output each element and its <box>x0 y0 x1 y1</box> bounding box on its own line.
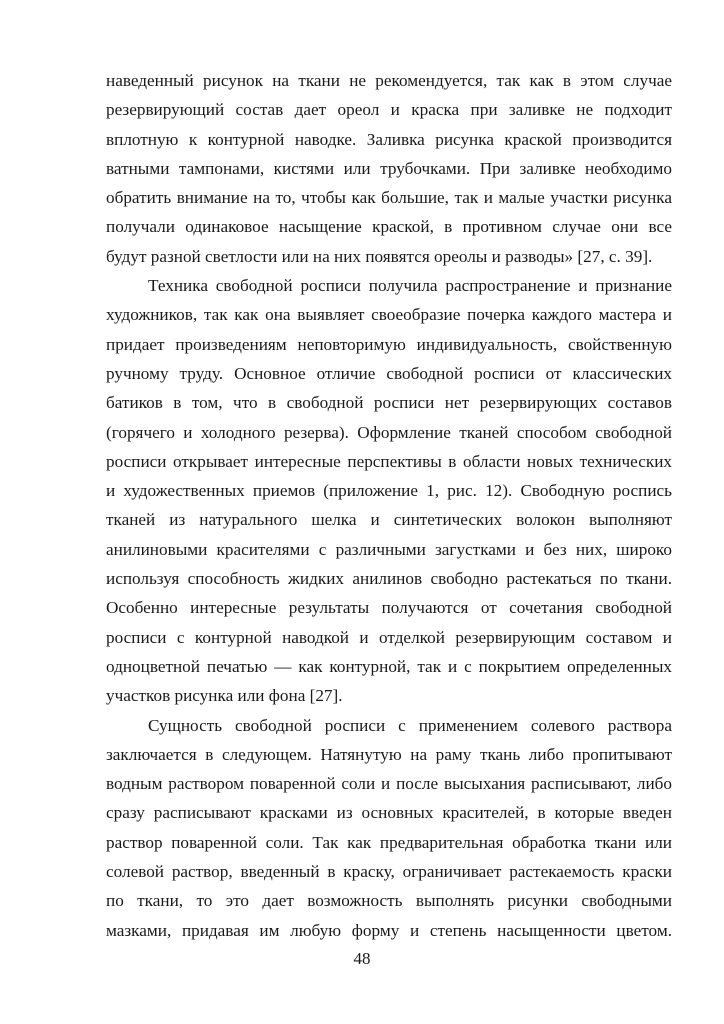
text-line: водным раствором поваренной соли и после высыхания расписывают, либо <box>106 774 672 794</box>
text-line: будут разной светлости или на них появятся ореолы и разводы» [27, с. 39]. <box>106 246 653 266</box>
text-line: росписи открывает интересные перспективы в области новых технических <box>106 451 672 471</box>
paragraph <box>106 711 672 945</box>
text-line: батиков в том, что в свободной росписи нет резервирующих составов <box>106 393 672 413</box>
text-line: получали одинаковое насыщение краской, в противном случае они все <box>106 217 672 237</box>
text-line: вплотную к контурной наводке. Заливка рисунка краской производится <box>106 129 672 149</box>
text-line: мазками, придавая им любую форму и степень насыщенности цветом. <box>106 920 672 940</box>
text-line: сразу расписывают красками из основных красителей, в которые введен <box>106 803 672 823</box>
body-text <box>106 66 672 945</box>
text-line: по ткани, то это дает возможность выполнять рисунки свободными <box>106 891 672 911</box>
text-line: используя способность жидких анилинов свободно растекаться по ткани. <box>106 569 672 589</box>
text-line: придает произведениям неповторимую индивидуальность, свойственную <box>106 334 672 354</box>
paragraph <box>106 271 672 710</box>
text-line: Сущность свободной росписи с применением солевого раствора <box>148 715 672 735</box>
text-line: одноцветной печатью — как контурной, так и с покрытием определенных <box>106 656 672 676</box>
text-line: тканей из натурального шелка и синтетических волокон выполняют <box>106 510 672 530</box>
text-line: росписи с контурной наводкой и отделкой резервирующим составом и <box>106 627 672 647</box>
text-line: художников, так как она выявляет своеобразие почерка каждого мастера и <box>106 305 672 325</box>
text-line: обратить внимание на то, чтобы как большие, так и малые участки рисунка <box>106 188 672 208</box>
paragraph <box>106 66 672 271</box>
page-number: 48 <box>353 949 371 968</box>
text-line: солевой раствор, введенный в краску, ограничивает растекаемость краски <box>106 862 672 882</box>
text-line: анилиновыми красителями с различными загустками и без них, широко <box>106 539 672 559</box>
text-line: раствор поваренной соли. Так как предварительная обработка ткани или <box>106 832 672 852</box>
text-line: наведенный рисунок на ткани не рекомендуется, так как в этом случае <box>106 71 672 90</box>
text-line: заключается в следующем. Натянутую на раму ткань либо пропитывают <box>106 744 672 764</box>
text-line: Особенно интересные результаты получаются от сочетания свободной <box>106 598 672 618</box>
text-line: и художественных приемов (приложение 1, рис. 12). Свободную роспись <box>106 481 672 501</box>
text-line: ватными тампонами, кистями или трубочками. При заливке необходимо <box>106 158 672 178</box>
text-line: резервирующий состав дает ореол и краска при заливке не подходит <box>106 100 672 120</box>
text-line: Техника свободной росписи получила распространение и признание <box>148 276 672 296</box>
text-line: участков рисунка или фона [27]. <box>106 686 343 706</box>
text-line: ручному труду. Основное отличие свободной росписи от классических <box>106 363 672 383</box>
text-line: (горячего и холодного резерва). Оформление тканей способом свободной <box>106 422 672 442</box>
